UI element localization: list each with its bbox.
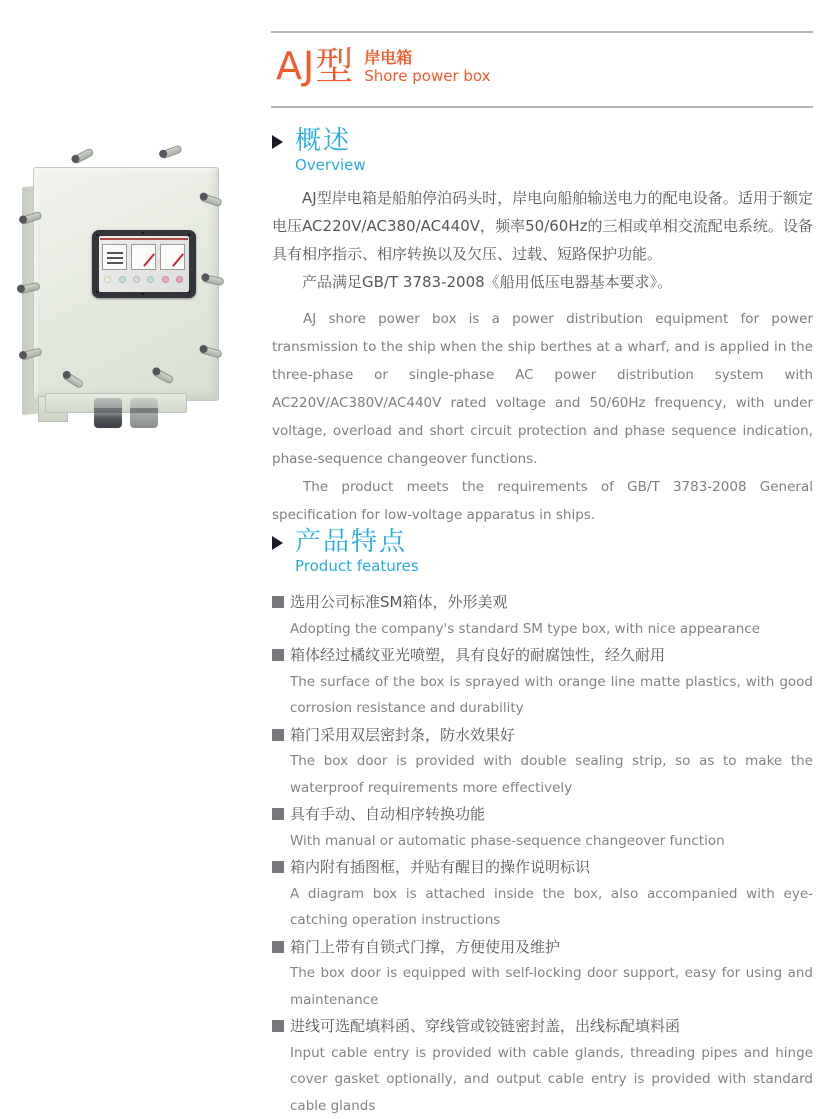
indicator-lamp	[176, 276, 183, 283]
features-section	[272, 527, 813, 1119]
meter-gauge	[131, 244, 156, 270]
meter-needle	[172, 253, 184, 266]
feature-cn	[272, 642, 813, 669]
feature-cn-text: 箱门采用双层密封条，防水效果好	[290, 726, 515, 744]
feature-item	[272, 934, 813, 1014]
overview-heading-cn: 概述	[295, 126, 366, 156]
cable-gland-band	[94, 408, 122, 413]
feature-item	[272, 801, 813, 854]
feature-cn-text: 箱体经过橘纹亚光喷塑，具有良好的耐腐蚀性，经久耐用	[290, 646, 665, 664]
bullet-square-icon	[272, 729, 284, 741]
feature-en: The box door is equipped with self-locking door support, easy for using and maintenance	[272, 960, 813, 1013]
features-heading-en: Product features	[295, 557, 419, 576]
feature-cn-text: 箱内附有插图框，并贴有醒目的操作说明标识	[290, 858, 590, 876]
feature-cn	[272, 801, 813, 828]
feature-item	[272, 642, 813, 722]
feature-en: Adopting the company's standard SM type box, with nice appearance	[272, 616, 813, 643]
feature-item	[272, 589, 813, 642]
page-title-model: AJ型	[276, 44, 354, 88]
feature-cn	[272, 854, 813, 881]
feature-item	[272, 854, 813, 934]
title-divider	[271, 106, 813, 108]
feature-en: Input cable entry is provided with cable glands, threading pipes and hinge cover gasket optionally, and output cable entry is provided with standard cable glands	[272, 1040, 813, 1119]
bullet-square-icon	[272, 808, 284, 820]
features-heading-text	[295, 527, 419, 576]
meter-needle	[143, 253, 155, 266]
latch-clamp	[159, 144, 182, 159]
feature-cn	[272, 1013, 813, 1040]
overview-paragraph-cn-1: AJ型岸电箱是船舶停泊码头时，岸电向船舶输送电力的配电设备。适用于额定电压AC220V/AC380/AC440V，频率50/60Hz的三相或单相交流配电系统。设备具有相序指示、相序转换以及欠压、过载、短路保护功能。	[272, 184, 813, 268]
feature-item	[272, 1013, 813, 1119]
screw-icon	[142, 232, 144, 234]
overview-heading-text	[295, 126, 366, 175]
screw-icon	[142, 293, 144, 295]
indicator-lamp	[104, 276, 111, 283]
meter-gauge	[102, 244, 127, 270]
feature-item	[272, 722, 813, 802]
meter-gauge	[160, 244, 185, 270]
meter-window	[99, 236, 189, 292]
section-marker-icon	[272, 135, 283, 149]
meter-scale-mark	[107, 257, 123, 259]
feature-cn-text: 具有手动、自动相序转换功能	[290, 805, 485, 823]
cable-gland-band	[130, 408, 158, 413]
section-marker-icon	[272, 536, 283, 550]
feature-cn-text: 选用公司标准SM箱体，外形美观	[290, 593, 507, 611]
panel-red-strip	[100, 238, 188, 240]
indicator-lamp	[147, 276, 154, 283]
product-name-en: Shore power box	[364, 67, 490, 86]
features-heading-cn: 产品特点	[295, 527, 419, 557]
page-header	[276, 44, 491, 88]
indicator-lamp	[119, 276, 126, 283]
bullet-square-icon	[272, 1020, 284, 1032]
overview-paragraph-cn-2: 产品满足GB/T 3783-2008《船用低压电器基本要求》。	[272, 268, 813, 296]
screw-icon	[96, 291, 98, 293]
feature-en: A diagram box is attached inside the box, also accompanied with eye-catching operation instructions	[272, 881, 813, 934]
overview-heading	[272, 126, 813, 175]
features-heading	[272, 527, 813, 576]
page-title-sub	[364, 44, 490, 86]
top-divider	[271, 31, 813, 33]
overview-heading-en: Overview	[295, 156, 366, 175]
indicator-lamp	[162, 276, 169, 283]
latch-clamp	[71, 147, 94, 164]
cabinet-body	[33, 167, 219, 401]
meter-scale-mark	[107, 262, 123, 264]
feature-en: With manual or automatic phase-sequence changeover function	[272, 828, 813, 855]
cable-gland	[94, 398, 122, 428]
product-photo	[14, 138, 240, 448]
product-name-cn: 岸电箱	[364, 48, 490, 67]
overview-paragraph-en-2: The product meets the requirements of GB/T 3783-2008 General specification for low-voltage apparatus in ships.	[272, 473, 813, 529]
cable-gland	[130, 398, 158, 428]
bullet-square-icon	[272, 649, 284, 661]
feature-cn-text: 箱门上带有自锁式门撑，方便使用及维护	[290, 938, 560, 956]
screw-icon	[96, 234, 98, 236]
feature-cn	[272, 722, 813, 749]
feature-cn-text: 进线可选配填料函、穿线管或铰链密封盖，出线标配填料函	[290, 1017, 680, 1035]
feature-cn	[272, 589, 813, 616]
bullet-square-icon	[272, 941, 284, 953]
feature-en: The box door is provided with double sealing strip, so as to make the waterproof requirements more effectively	[272, 748, 813, 801]
feature-en: The surface of the box is sprayed with orange line matte plastics, with good corrosion resistance and durability	[272, 669, 813, 722]
meter-window-frame	[92, 230, 196, 298]
meter-scale-mark	[107, 252, 123, 254]
indicator-lamp	[133, 276, 140, 283]
bullet-square-icon	[272, 596, 284, 608]
overview-paragraph-en-1: AJ shore power box is a power distribution equipment for power transmission to the ship when the ship berthes at a wharf, and is applied in the three-phase or single-phase AC power distribution system with AC220V/AC380V/AC440V rated voltage and 50/60Hz frequency, with under voltage, overload and short circuit protection and phase sequence indication, phase-sequence changeover functions.	[272, 305, 813, 473]
features-list	[272, 589, 813, 1119]
bullet-square-icon	[272, 861, 284, 873]
feature-cn	[272, 934, 813, 961]
overview-section	[272, 126, 813, 529]
